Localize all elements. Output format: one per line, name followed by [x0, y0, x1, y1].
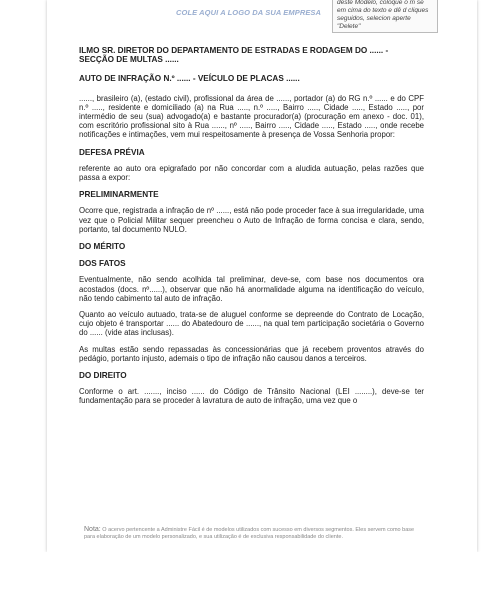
- fatos-paragraph-1: Eventualmente, não sendo acolhida tal preliminar, deve-se, com base nos documentos ora acostados (docs. nº......), observar que não há anormalidade alguma na identificação do veículo, não tendo cabimento tal auto de infração.: [79, 275, 424, 303]
- preliminar-heading: PRELIMINARMENTE: [79, 190, 159, 200]
- logo-placeholder: COLE AQUI A LOGO DA SUA EMPRESA: [176, 8, 322, 17]
- note-text: O acervo pertencente a Administre Fácil é de modelos utilizados com sucesso em diversos segmentos. Eles servem como base para elaboração de um modelo personalizado, e sua utilização é de exclusiva responsabilidade do cliente.: [84, 527, 415, 540]
- defesa-heading: DEFESA PRÉVIA: [79, 147, 145, 157]
- fatos-heading: DOS FATOS: [79, 259, 126, 269]
- direito-paragraph: Conforme o art. ......., inciso ...... do Código de Trânsito Nacional (LEI ........), deve-se ter fundamentação para se proceder à lavratura de auto de infração, uma vez que o: [79, 387, 424, 406]
- intro-paragraph: ......, brasileiro (a), (estado civil), profissional da área de ......, portador (a) do RG n.º ...... e do CPF n.º ....., residente e domiciliado (a) na Rua ....., n.º ....., Bairro ....., Cidade ....., Estado ....., por intermédio de seu (sua) advogado(a) e bastante procurador(a) (procuração em anexo - doc. 01), com escritório profissional sito à Rua ......, nº ....., Bairro ....., Cidade ....., Estado ....., onde recebe notificações e intimações, vem mui respeitosamente à presença de Vossa Senhoria propor:: [79, 93, 424, 140]
- addressee: ILMO SR. DIRETOR DO DEPARTAMENTO DE ESTRADAS E RODAGEM DO ...... - SECÇÃO DE MULTAS ......: [79, 46, 389, 65]
- direito-heading: DO DIREITO: [79, 371, 127, 381]
- instruction-tip-box: deste Modelo, coloque o m se em cima do texto e dê d cliques seguidos, selecion aperte "Delete": [332, 0, 438, 33]
- defesa-paragraph: referente ao auto ora epigrafado por não concordar com a aludida autuação, pelas razões que passa a expor:: [79, 163, 424, 183]
- merito-heading: DO MÉRITO: [79, 242, 126, 252]
- note-label: Nota:: [84, 526, 101, 533]
- fatos-paragraph-3: As multas estão sendo repassadas às concessionárias que já recebem proventos através do pedágio, portanto injusto, ademais o tipo de infração não causou danos a terceiros.: [79, 344, 424, 363]
- preliminar-paragraph: Ocorre que, registrada a infração de nº ......, está não pode proceder face à sua irregularidade, uma vez que o Policial Militar sequer preencheu o Auto de Infração de forma concisa e clara, sendo, portanto, tal documento NULO.: [79, 206, 424, 234]
- document-body: [79, 46, 424, 406]
- page-bottom-margin: [0, 552, 500, 600]
- subject-line: AUTO DE INFRAÇÃO N.º ...... - VEÍCULO DE PLACAS ......: [79, 74, 300, 84]
- footer-note: [84, 526, 424, 541]
- fatos-paragraph-2: Quanto ao veículo autuado, trata-se de aluguel conforme se depreende do Contrato de Locação, cujo objeto é transportar ...... do Abatedouro de ......, na qual tem participação societária o Governo do ...... (vide atas inclusas).: [79, 310, 424, 338]
